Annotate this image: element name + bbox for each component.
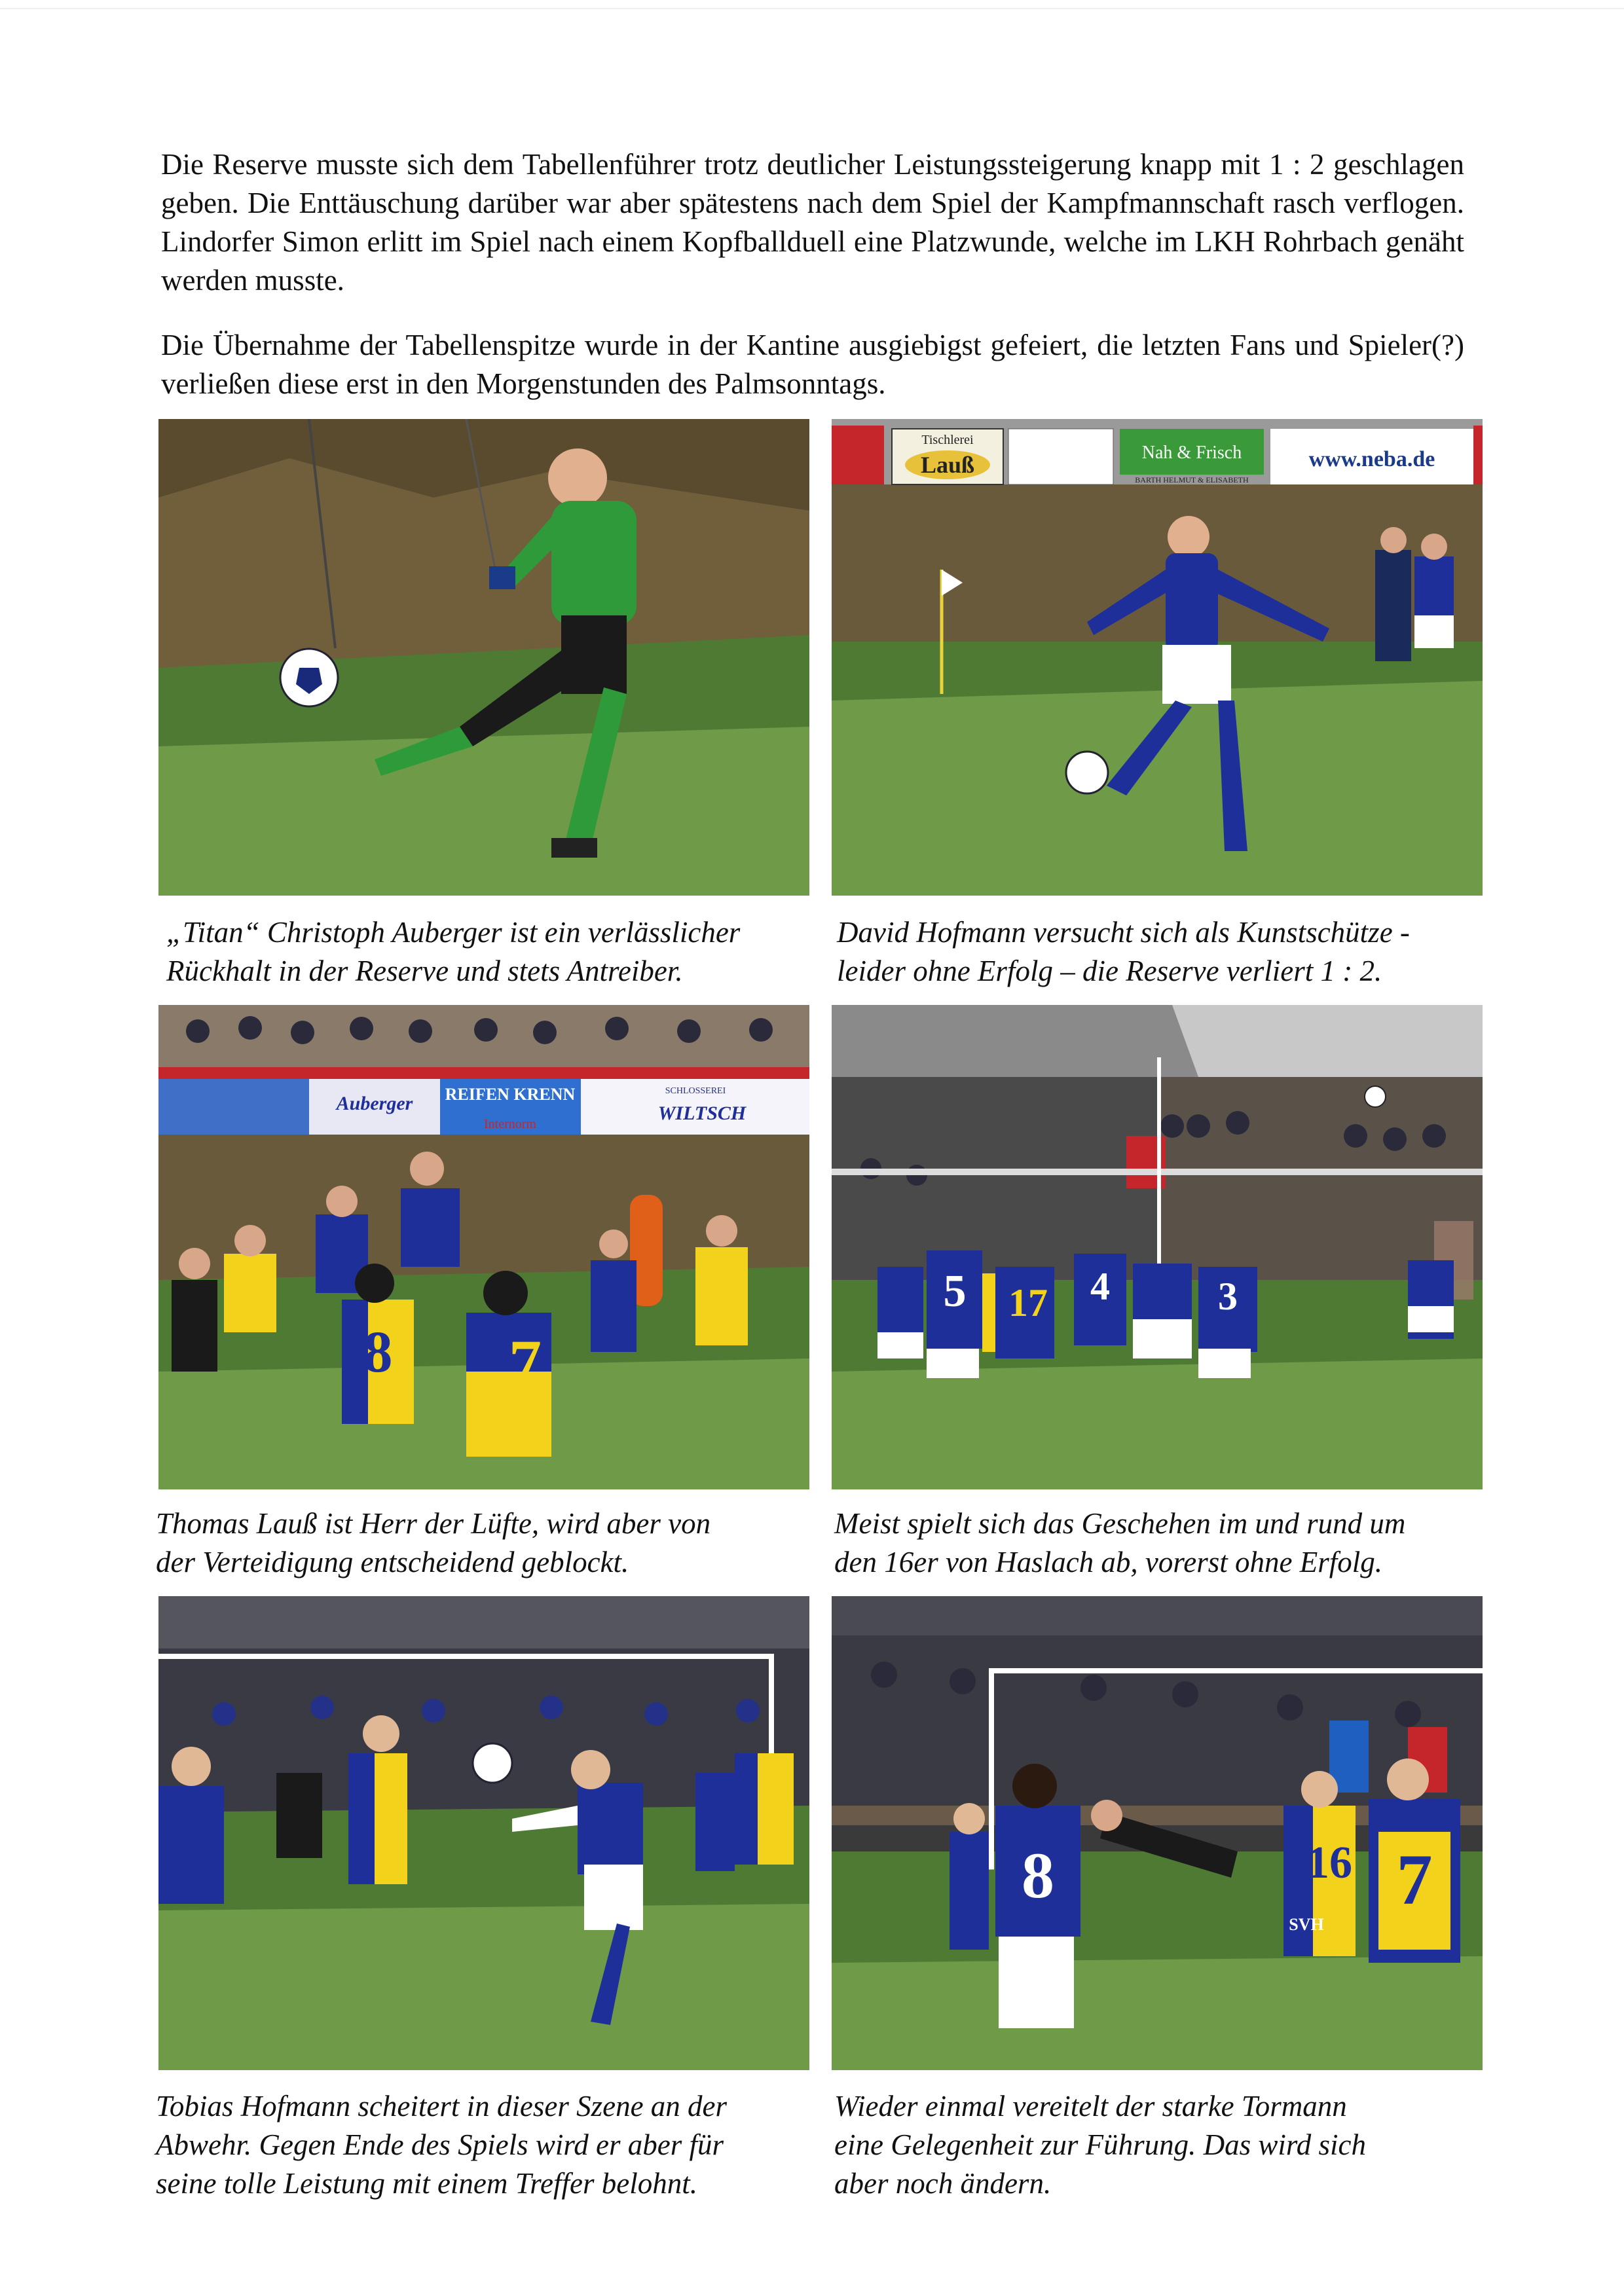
sign-schlosserei: SCHLOSSEREI [665,1086,726,1096]
jersey-number-8: 8 [363,1320,393,1385]
jersey-number-16: 16 [1306,1838,1352,1888]
jersey-number-4: 4 [1090,1265,1110,1308]
caption-5-line-2: Abwehr. Gegen Ende des Spiels wird er aber für [156,2128,724,2161]
celebration-paragraph: Die Übernahme der Tabellenspitze wurde in der Kantine ausgiebigst gefeiert, die letzten Fans und Spieler(?) verließen diese erst in den Morgenstunden des Palmsonntags. [161,329,1464,400]
caption-5 [156,2087,811,2203]
photo-tobias-hofmann [158,1596,809,2070]
sign-tischlerei: Tischlerei [921,433,974,447]
caption-4 [834,1504,1489,1582]
caption-1-line-2: Rückhalt in der Reserve und stets Antreiber. [166,955,683,987]
photo-goalkeeper-kick [158,419,809,896]
sign-wiltsch: WILTSCH [657,1102,747,1124]
photo-kopfballduell [158,1005,809,1489]
jersey-number-8-photo6: 8 [1022,1839,1054,1912]
sign-internorm: Internorm [484,1117,536,1131]
caption-3-line-1: Thomas Lauß ist Herr der Lüfte, wird aber von [156,1507,711,1540]
caption-1 [166,913,821,991]
sign-reifen-krenn: REIFEN KRENN [445,1085,576,1104]
caption-4-line-2: den 16er von Haslach ab, vorerst ohne Erfolg. [834,1546,1382,1578]
caption-6-line-1: Wieder einmal vereitelt der starke Tormann [834,2090,1347,2123]
caption-5-line-3: seine tolle Leistung mit einem Treffer belohnt. [156,2167,697,2200]
sign-auberger: Auberger [336,1093,413,1114]
jersey-number-3: 3 [1218,1275,1238,1318]
photo-strafraum-haslach [832,1005,1483,1489]
caption-2 [837,913,1492,991]
sign-lauss: Lauß [920,452,975,478]
sign-neba: www.neba.de [1308,447,1435,471]
photo-kunstschuetze [832,419,1483,896]
top-rule [0,8,1624,9]
jersey-number-7-photo6: 7 [1396,1840,1433,1920]
caption-3-line-2: der Verteidigung entscheidend geblockt. [156,1546,629,1578]
intro-paragraph: Die Reserve musste sich dem Tabellenführer trotz deutlicher Leistungssteigerung knapp mit 1 : 2 geschlagen geben. Die Enttäuschung darüber war aber spätestens nach dem Spiel der Kampfmannschaft rasch verflogen. Lindorfer Simon erlitt im Spiel nach einem Kopfballduell eine Platzwunde, welche im LKH Rohrbach genäht werden musste. [161,148,1464,297]
sign-barth: BARTH HELMUT & ELISABETH [1135,475,1249,484]
caption-2-line-2: leider ohne Erfolg – die Reserve verliert 1 : 2. [837,955,1382,987]
caption-2-line-1: David Hofmann versucht sich als Kunstschütze - [837,916,1410,949]
caption-6-line-2: eine Gelegenheit zur Führung. Das wird sich [834,2128,1366,2161]
caption-5-line-1: Tobias Hofmann scheitert in dieser Szene an der [156,2090,728,2123]
caption-6-line-3: aber noch ändern. [834,2167,1052,2200]
photo-tormann-parade [832,1596,1483,2070]
caption-1-line-1: „Titan“ Christoph Auberger ist ein verlässlicher [166,916,741,949]
jersey-svh: SVH [1289,1915,1324,1934]
caption-3 [156,1504,811,1582]
jersey-number-7: 7 [509,1326,542,1399]
jersey-number-17: 17 [1008,1281,1048,1324]
caption-4-line-1: Meist spielt sich das Geschehen im und rund um [834,1507,1406,1540]
caption-6 [834,2087,1489,2203]
sign-nah-frisch: Nah & Frisch [1141,443,1242,463]
jersey-number-5: 5 [943,1266,967,1317]
